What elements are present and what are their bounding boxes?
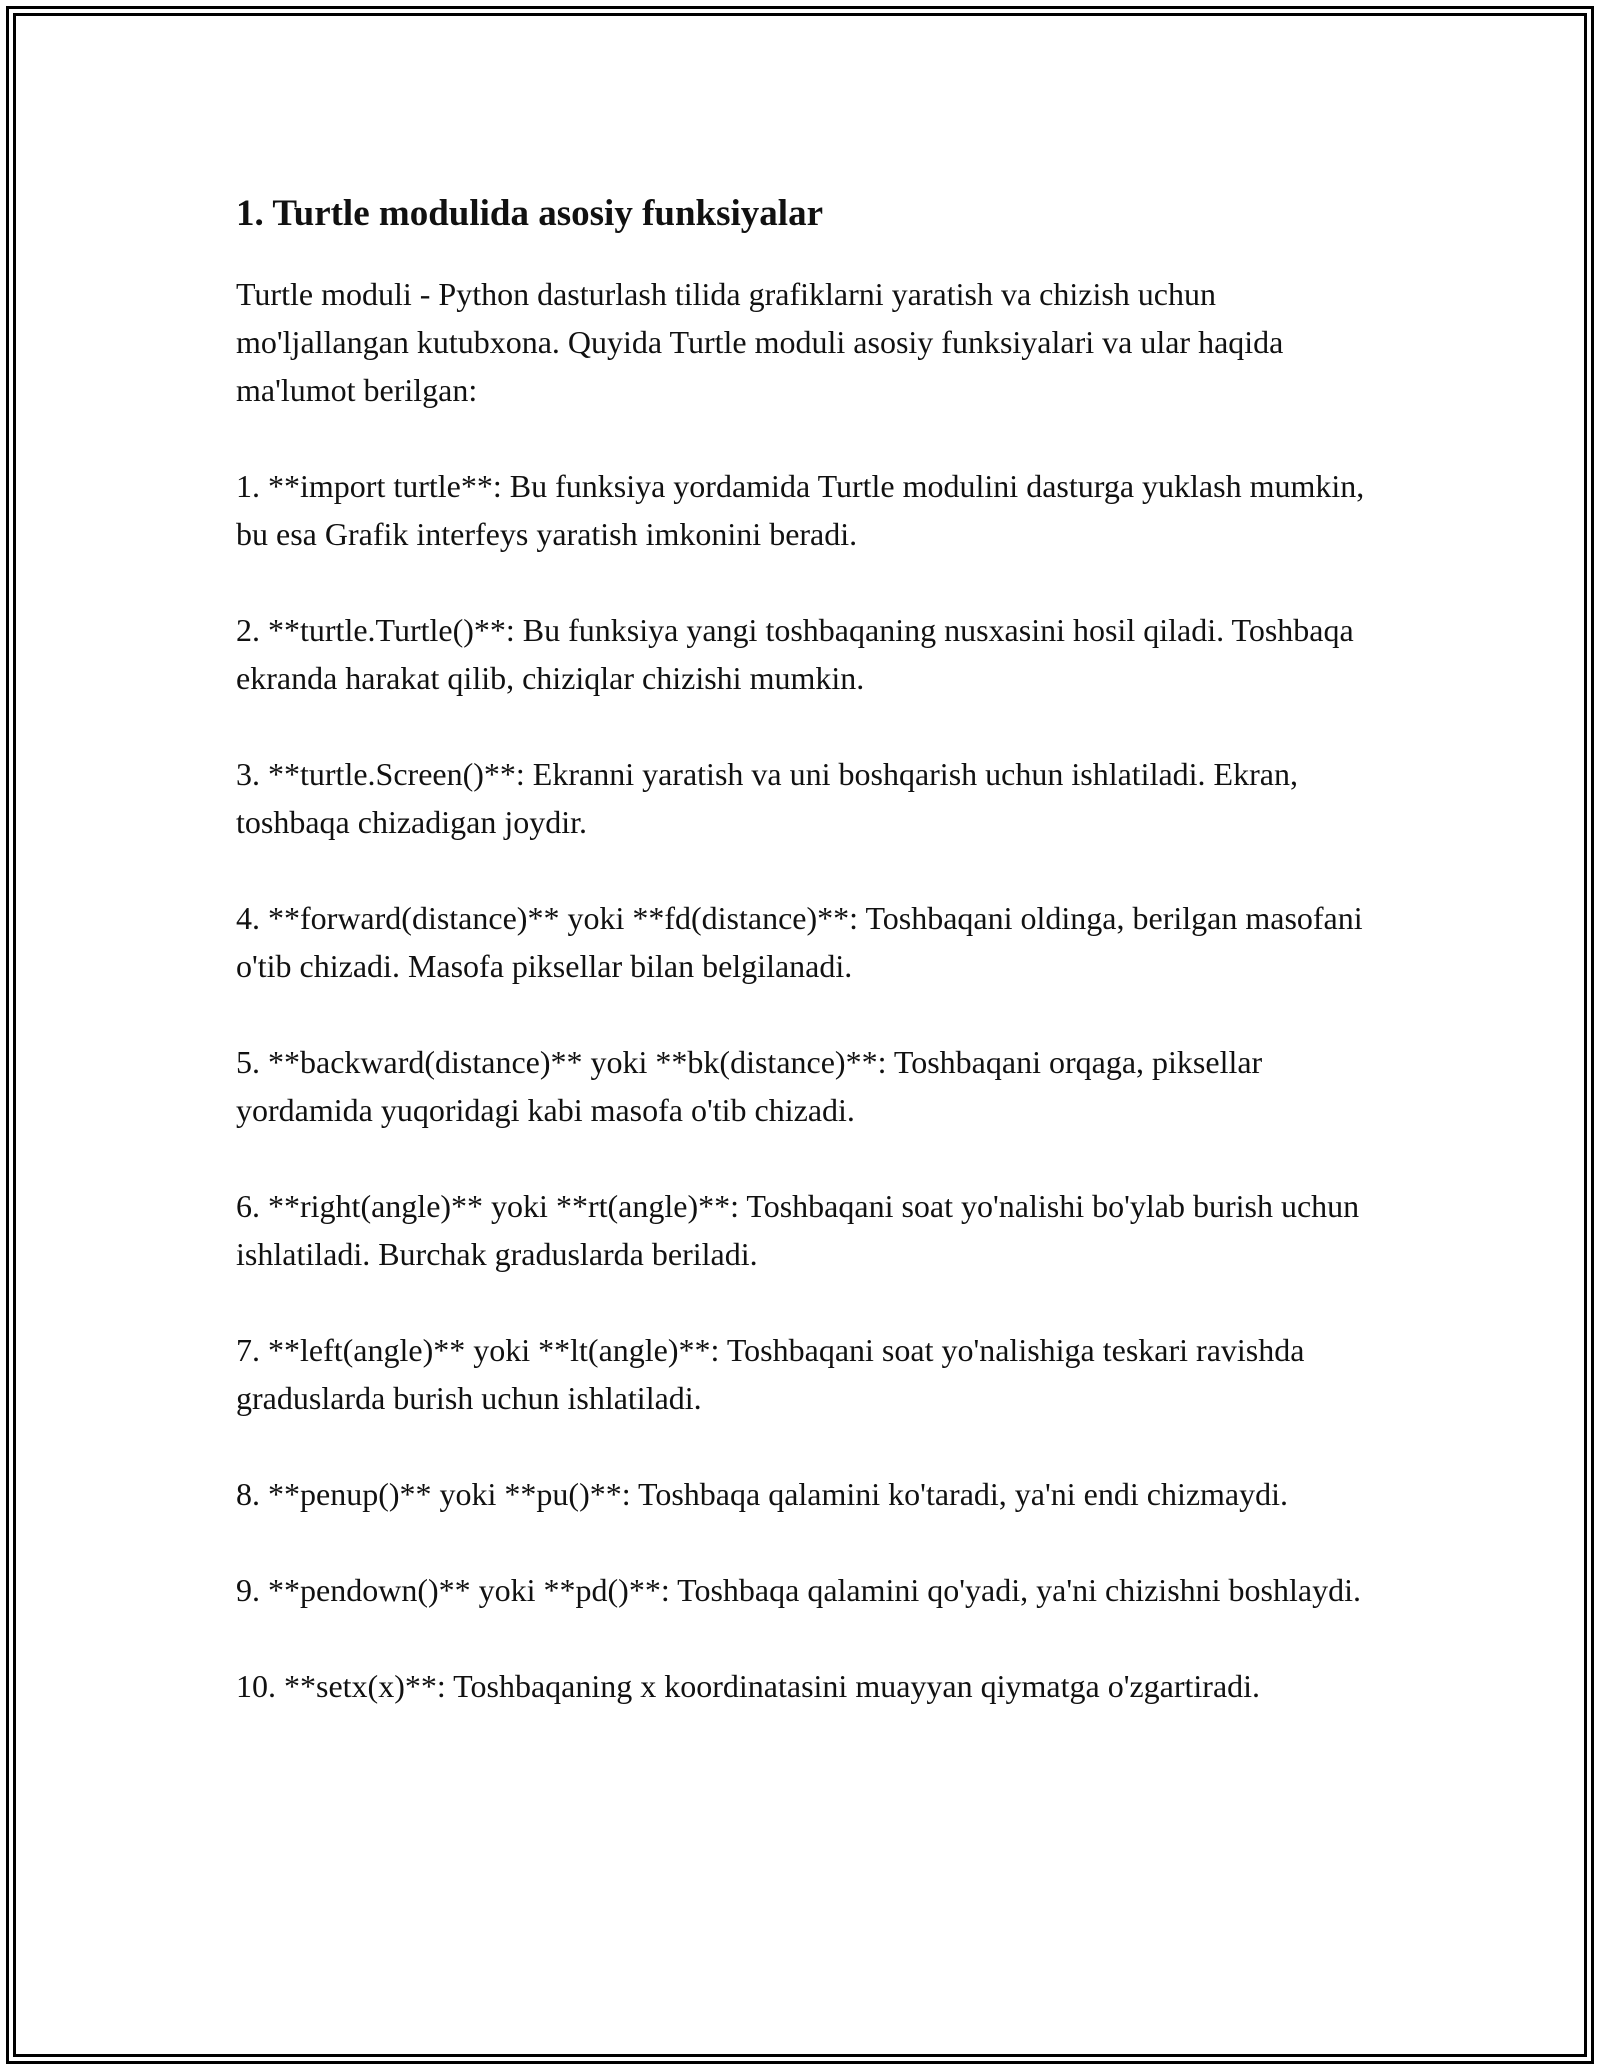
list-item-import-turtle: 1. **import turtle**: Bu funksiya yordamida Turtle modulini dasturga yuklash mumkin, bu esa Grafik interfeys yaratish imkonini beradi. (236, 468, 1365, 552)
list-item-penup: 8. **penup()** yoki **pu()**: Toshbaqa qalamini ko'taradi, ya'ni endi chizmaydi. (236, 1476, 1289, 1512)
list-item-setx: 10. **setx(x)**: Toshbaqaning x koordinatasini muayyan qiymatga o'zgartiradi. (236, 1668, 1261, 1704)
document-content (236, 186, 1386, 1758)
list-item-right: 6. **right(angle)** yoki **rt(angle)**: Toshbaqani soat yo'nalishi bo'ylab burish uchun ishlatiladi. Burchak graduslarda beriladi. (236, 1188, 1360, 1272)
list-item-screen: 3. **turtle.Screen()**: Ekranni yaratish va uni boshqarish uchun ishlatiladi. Ekran, toshbaqa chizadigan joydir. (236, 756, 1298, 840)
list-item-pendown: 9. **pendown()** yoki **pd()**: Toshbaqa qalamini qo'yadi, ya'ni chizishni boshlaydi. (236, 1572, 1361, 1608)
list-item-forward: 4. **forward(distance)** yoki **fd(distance)**: Toshbaqani oldinga, berilgan masofani o'tib chizadi. Masofa piksellar bilan belgilanadi. (236, 900, 1363, 984)
intro-paragraph: Turtle moduli - Python dasturlash tilida grafiklarni yaratish va chizish uchun mo'ljallangan kutubxona. Quyida Turtle moduli asosiy funksiyalari va ular haqida ma'lumot berilgan: (236, 276, 1284, 408)
list-item-turtle-constructor: 2. **turtle.Turtle()**: Bu funksiya yangi toshbaqaning nusxasini hosil qiladi. Toshbaqa ekranda harakat qilib, chiziqlar chizishi mumkin. (236, 612, 1354, 696)
section-heading: 1. Turtle modulida asosiy funksiyalar (236, 193, 824, 234)
list-item-left: 7. **left(angle)** yoki **lt(angle)**: Toshbaqani soat yo'nalishiga teskari ravishda graduslarda burish uchun ishlatiladi. (236, 1332, 1305, 1416)
list-item-backward: 5. **backward(distance)** yoki **bk(distance)**: Toshbaqani orqaga, piksellar yordamida yuqoridagi kabi masofa o'tib chizadi. (236, 1044, 1263, 1128)
